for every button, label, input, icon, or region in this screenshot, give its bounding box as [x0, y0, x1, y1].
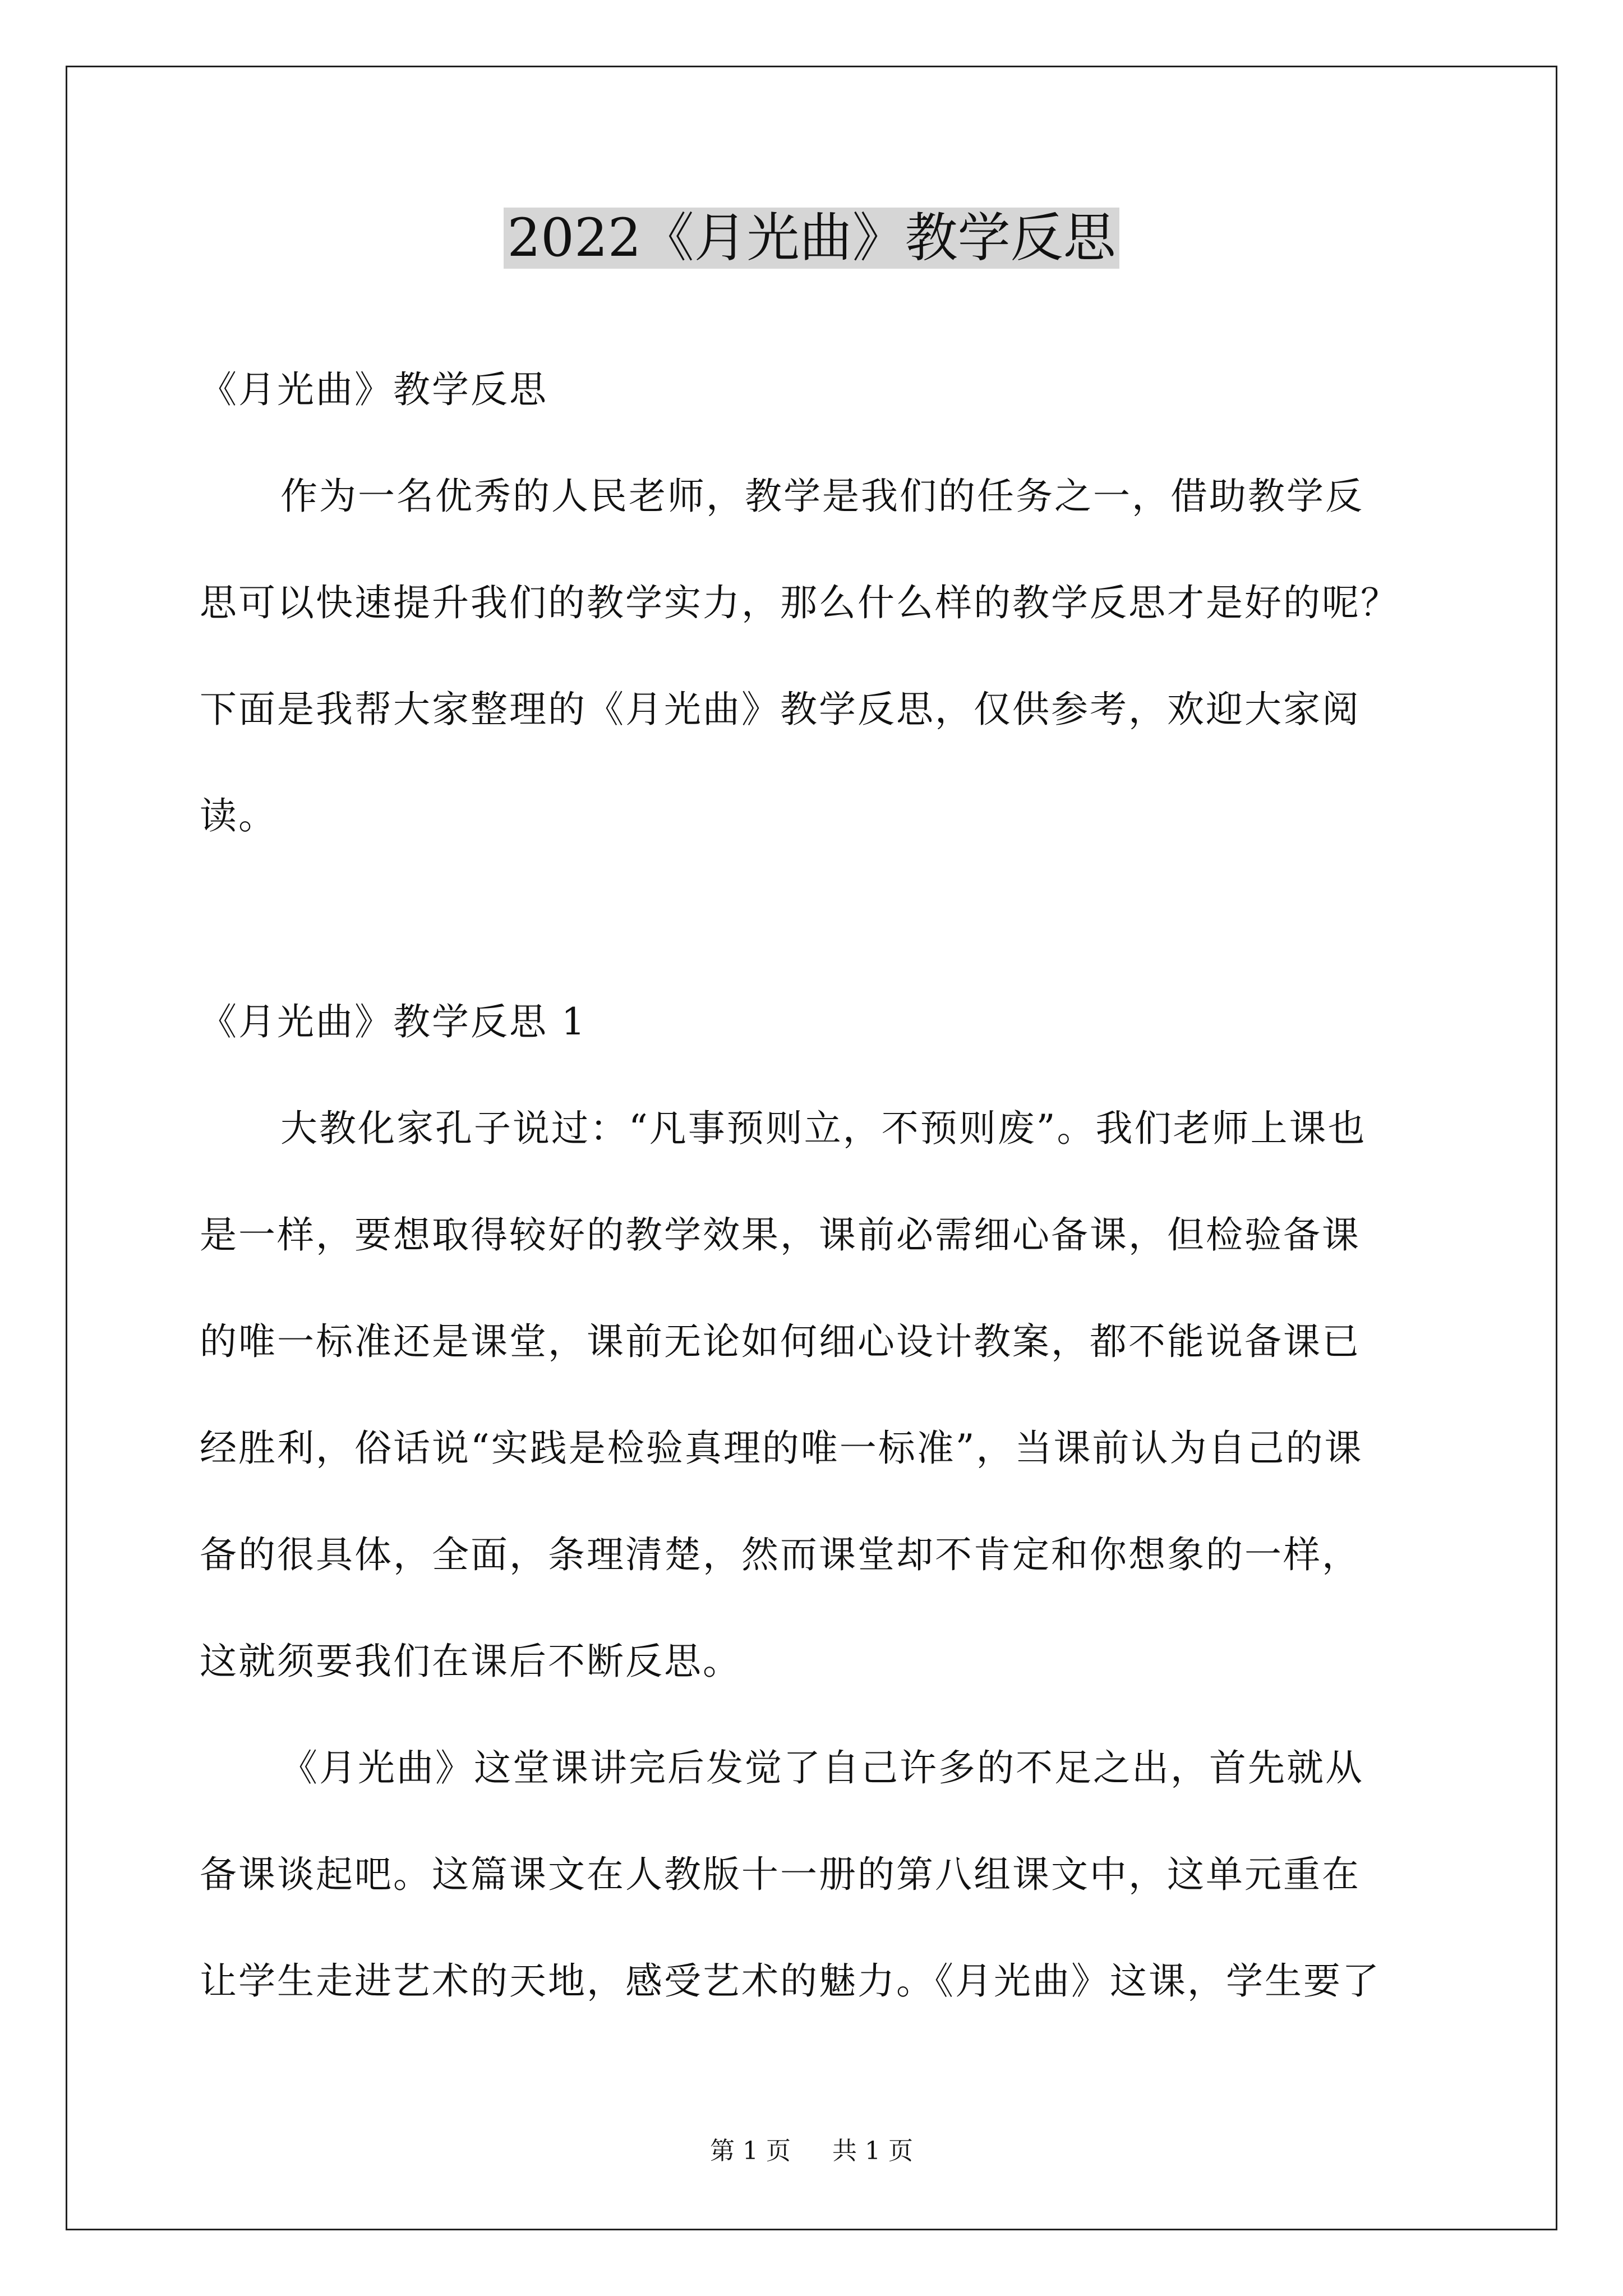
intro-line: 作为一名优秀的人民老师，教学是我们的任务之一，借助教学反: [280, 475, 1364, 518]
intro-line: 思可以快速提升我们的教学实力，那么什么样的教学反思才是好的呢？: [200, 581, 1399, 624]
page-number-current: 第 1 页: [710, 2137, 791, 2165]
paragraph-line: 这就须要我们在课后不断反思。: [200, 1640, 741, 1683]
paragraph-line: 备课谈起吧。这篇课文在人教版十一册的第八组课文中，这单元重在: [200, 1853, 1361, 1896]
intro-line: 下面是我帮大家整理的《月光曲》教学反思，仅供参考，欢迎大家阅: [200, 688, 1361, 731]
paragraph-line: 是一样，要想取得较好的教学效果，课前必需细心备课，但检验备课: [200, 1213, 1361, 1257]
document-body-section-1: [200, 969, 1433, 2035]
paragraph-line: 的唯一标准还是课堂，课前无论如何细心设计教案，都不能说备课已: [200, 1320, 1361, 1363]
page-number-total: 共 1 页: [832, 2137, 913, 2165]
document-title-text: 2022《月光曲》教学反思: [504, 208, 1119, 269]
document-title: [0, 202, 1623, 275]
paragraph-line: 备的很具体，全面，条理清楚，然而课堂却不肯定和你想象的一样，: [200, 1533, 1361, 1576]
paragraph-line: 《月光曲》这堂课讲完后发觉了自己许多的不足之出，首先就从: [280, 1746, 1364, 1789]
paragraph-line: 大教化家孔子说过：“凡事预则立，不预则废”。我们老师上课也: [280, 1107, 1367, 1150]
document-subtitle: 《月光曲》教学反思: [200, 368, 548, 411]
page-footer: [0, 2134, 1623, 2168]
paragraph-line: 让学生走进艺术的天地，感受艺术的魅力。《月光曲》这课，学生要了: [200, 1959, 1381, 2003]
paragraph-line: 经胜利，俗话说“实践是检验真理的唯一标准”，当课前认为自己的课: [200, 1427, 1363, 1470]
intro-line: 读。: [200, 794, 277, 838]
document-body-intro: [200, 337, 1433, 869]
section-heading: 《月光曲》教学反思 1: [200, 1000, 587, 1043]
